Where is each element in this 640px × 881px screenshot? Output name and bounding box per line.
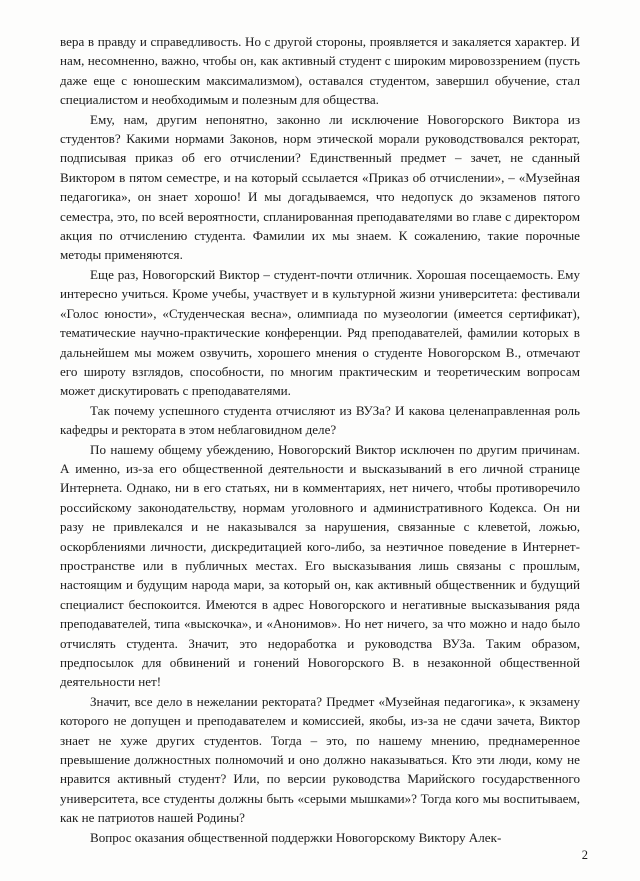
- paragraph-5: По нашему общему убеждению, Новогорский Виктор исключен по другим причинам. А именно, из-за его общественной деятельности и высказываний в его личной странице Интернета. Однако, ни в его статьях, ни в комментариях, нет ничего, чтобы противоречило российскому законодательству, нормам уголовного и административного Кодекса. Он ни разу не привлекался и не наказывался за нарушения, связанные с клеветой, ложью, оскорблениями личности, дискредитацией кого-либо, за неэтичное поведение в Интернет-пространстве или в публичных местах. Его высказывания лишь связаны с прошлым, настоящим и будущим народа мари, за который он, как активный общественник и будущий специалист беспокоится. Имеются в адрес Новогорского и негативные высказывания ряда преподавателей, типа «выскочка», и «Анонимов». Но нет ничего, за что можно и надо было отчислять студента. Значит, это недоработка и руководства ВУЗа. Таким образом, предпосылок для обвинений и гонений Новогорского В. в незаконной общественной деятельности нет!: [60, 441, 580, 690]
- paragraph-7: Вопрос оказания общественной поддержки Новогорскому Виктору Алек-: [90, 829, 502, 845]
- paragraph-6: Значит, все дело в нежелании ректората? Предмет «Музейная педагогика», к экзамену которого не допущен и преподавателем и комиссией, якобы, из-за не сдачи зачета, Виктор знает не хуже других студентов. Тогда – это, по нашему мнению, преднамеренное превышение должностных полномочий и оно должно наказываться. Кто эти люди, кому не нравится активный студент? Или, по версии руководства Марийского государственного университета, все студенты должны быть «серыми мышками»? Тогда кого мы воспитываем, как не патриотов нашей Родины?: [60, 693, 580, 826]
- page-number: 2: [581, 848, 588, 862]
- document-body: [60, 32, 580, 847]
- paragraph-3: Еще раз, Новогорский Виктор – студент-почти отличник. Хорошая посещаемость. Ему интересно учиться. Кроме учебы, участвует и в культурной жизни университета: фестивали «Голос юности», «Студенческая весна», олимпиада по музеологии (имеется сертификат), тематические научно-практические конференции. Ряд преподавателей, фамилии которых в дальнейшем мы можем озвучить, хорошего мнения о студенте Новогорском В., отмечают его широту взглядов, способности, по многим практическим и теоретическим вопросам может дискутировать с преподавателями.: [60, 266, 580, 399]
- paragraph-4: Так почему успешного студента отчисляют из ВУЗа? И какова целенаправленная роль кафедры и ректората в этом неблаговидном деле?: [60, 402, 580, 438]
- paragraph-1: вера в правду и справедливость. Но с другой стороны, проявляется и закаляется характер. И нам, несомненно, важно, чтобы он, как активный студент с широким мировоззрением (пусть даже еще с юношеским максимализмом), оставался студентом, завершил обучение, стал специалистом и необходимым и полезным для общества.: [60, 34, 580, 108]
- paragraph-2: Ему, нам, другим непонятно, законно ли исключение Новогорского Виктора из студентов? Какими нормами Законов, норм этической морали руководствовался ректорат, подписывая приказ об его отчислении? Единственный предмет – зачет, не сданный Виктором в пятом семестре, и на который ссылается «Приказ об отчислении», – «Музейная педагогика», он знает хорошо! И мы догадываемся, что недопуск до экзаменов пятого семестра, это, по всей вероятности, спланированная преподавателями во главе с директором акция по отчислению студента. Фамилии их мы знаем. К сожалению, такие порочные методы применяются.: [60, 111, 580, 263]
